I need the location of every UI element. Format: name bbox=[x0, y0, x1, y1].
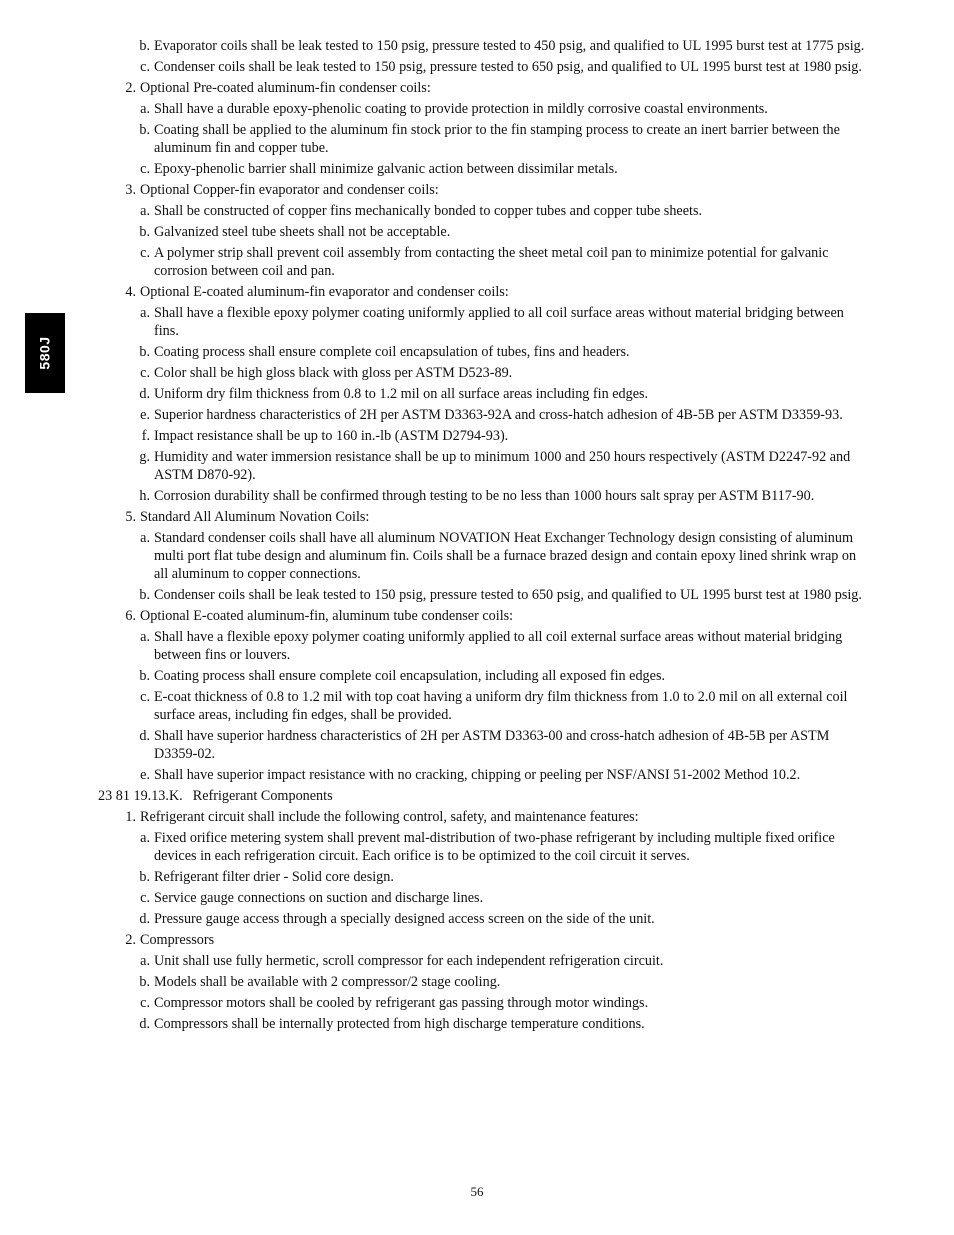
subitem-text: Shall have a durable epoxy-phenolic coating to provide protection in mildly corrosive coastal environments. bbox=[154, 101, 768, 117]
lettered-subitem bbox=[0, 829, 954, 865]
numbered-item bbox=[0, 607, 954, 625]
lettered-subitem bbox=[0, 223, 954, 241]
item-number: 2. bbox=[125, 932, 136, 948]
lettered-subitem bbox=[0, 868, 954, 886]
subitem-letter: b. bbox=[139, 38, 150, 54]
subitem-text: Galvanized steel tube sheets shall not be acceptable. bbox=[154, 224, 451, 240]
lettered-subitem bbox=[0, 58, 954, 76]
subitem-text: Refrigerant filter drier - Solid core design. bbox=[154, 869, 394, 885]
subitem-letter: c. bbox=[140, 59, 150, 75]
subitem-letter: a. bbox=[140, 629, 150, 645]
lettered-subitem bbox=[0, 628, 954, 664]
side-tab-label: 580J bbox=[37, 336, 53, 370]
lettered-subitem bbox=[0, 385, 954, 403]
lettered-subitem bbox=[0, 688, 954, 724]
page-number: 56 bbox=[470, 1184, 484, 1199]
subitem-text: Shall have a flexible epoxy polymer coating uniformly applied to all coil external surface areas without material bridging between fins or louvers. bbox=[154, 629, 843, 663]
subitem-letter: b. bbox=[139, 974, 150, 990]
section-title: Refrigerant Components bbox=[192, 788, 333, 804]
item-number: 4. bbox=[125, 284, 136, 300]
subitem-letter: a. bbox=[140, 203, 150, 219]
subitem-text: Condenser coils shall be leak tested to 150 psig, pressure tested to 650 psig, and qualified to UL 1995 burst test at 1980 psig. bbox=[154, 587, 862, 603]
subitem-letter: d. bbox=[139, 1016, 150, 1032]
subitem-text: Shall have superior impact resistance with no cracking, chipping or peeling per NSF/ANSI 51-2002 Method 10.2. bbox=[154, 767, 801, 783]
subitem-letter: e. bbox=[140, 407, 150, 423]
subitem-text: Coating process shall ensure complete coil encapsulation of tubes, fins and headers. bbox=[154, 344, 630, 360]
subitem-text: Shall have a flexible epoxy polymer coating uniformly applied to all coil surface areas without material bridging between fins. bbox=[154, 305, 844, 339]
lettered-subitem bbox=[0, 121, 954, 157]
subitem-letter: c. bbox=[140, 689, 150, 705]
subitem-letter: d. bbox=[139, 386, 150, 402]
subitem-letter: b. bbox=[139, 224, 150, 240]
subitem-letter: c. bbox=[140, 890, 150, 906]
lettered-subitem bbox=[0, 406, 954, 424]
subitem-text: Coating process shall ensure complete coil encapsulation, including all exposed fin edges. bbox=[154, 668, 666, 684]
subitem-letter: d. bbox=[139, 728, 150, 744]
subitem-text: Superior hardness characteristics of 2H per ASTM D3363-92A and cross-hatch adhesion of 4B-5B per ASTM D3359-93. bbox=[154, 407, 843, 423]
lettered-subitem bbox=[0, 727, 954, 763]
lettered-subitem bbox=[0, 202, 954, 220]
numbered-item bbox=[0, 283, 954, 301]
subitem-text: Uniform dry film thickness from 0.8 to 1.2 mil on all surface areas including fin edges. bbox=[154, 386, 649, 402]
subitem-text: Corrosion durability shall be confirmed through testing to be no less than 1000 hours salt spray per ASTM B117-90. bbox=[154, 488, 815, 504]
lettered-subitem bbox=[0, 343, 954, 361]
lettered-subitem bbox=[0, 160, 954, 178]
subitem-letter: a. bbox=[140, 953, 150, 969]
lettered-subitem bbox=[0, 448, 954, 484]
numbered-item bbox=[0, 508, 954, 526]
subitem-letter: c. bbox=[140, 245, 150, 261]
item-number: 2. bbox=[125, 80, 136, 96]
lettered-subitem bbox=[0, 994, 954, 1012]
lettered-subitem bbox=[0, 667, 954, 685]
item-text: Optional E-coated aluminum-fin evaporator and condenser coils: bbox=[140, 284, 509, 300]
item-number: 1. bbox=[125, 809, 136, 825]
subitem-letter: a. bbox=[140, 530, 150, 546]
subitem-letter: g. bbox=[139, 449, 150, 465]
item-text: Compressors bbox=[140, 932, 215, 948]
subitem-letter: c. bbox=[140, 161, 150, 177]
subitem-letter: a. bbox=[140, 101, 150, 117]
spec-text-body bbox=[0, 37, 954, 1036]
subitem-text: Pressure gauge access through a specially designed access screen on the side of the unit. bbox=[154, 911, 655, 927]
subitem-text: Standard condenser coils shall have all aluminum NOVATION Heat Exchanger Technology design consisting of aluminum multi port flat tube design and aluminum fin. Coils shall be a furnace brazed design and contain epoxy lined shrink wrap on all aluminum to copper connections. bbox=[154, 530, 857, 582]
numbered-item bbox=[0, 808, 954, 826]
subitem-text: Evaporator coils shall be leak tested to 150 psig, pressure tested to 450 psig, and qualified to UL 1995 burst test at 1775 psig. bbox=[154, 38, 865, 54]
subitem-letter: a. bbox=[140, 305, 150, 321]
subitem-letter: h. bbox=[139, 488, 150, 504]
item-number: 3. bbox=[125, 182, 136, 198]
subitem-text: Coating shall be applied to the aluminum fin stock prior to the fin stamping process to create an inert barrier between the aluminum fin and copper tube. bbox=[154, 122, 840, 156]
item-text: Optional Copper-fin evaporator and condenser coils: bbox=[140, 182, 439, 198]
lettered-subitem bbox=[0, 487, 954, 505]
subitem-text: Shall have superior hardness characteristics of 2H per ASTM D3363-00 and cross-hatch adhesion of 4B-5B per ASTM D3359-02. bbox=[154, 728, 830, 762]
numbered-item bbox=[0, 79, 954, 97]
subitem-text: Condenser coils shall be leak tested to 150 psig, pressure tested to 650 psig, and qualified to UL 1995 burst test at 1980 psig. bbox=[154, 59, 862, 75]
subitem-letter: c. bbox=[140, 365, 150, 381]
lettered-subitem bbox=[0, 100, 954, 118]
lettered-subitem bbox=[0, 586, 954, 604]
section-heading bbox=[0, 787, 954, 805]
lettered-subitem bbox=[0, 304, 954, 340]
item-text: Optional Pre-coated aluminum-fin condenser coils: bbox=[140, 80, 431, 96]
lettered-subitem bbox=[0, 37, 954, 55]
subitem-text: Compressor motors shall be cooled by refrigerant gas passing through motor windings. bbox=[154, 995, 649, 1011]
subitem-letter: d. bbox=[139, 911, 150, 927]
subitem-text: Epoxy-phenolic barrier shall minimize galvanic action between dissimilar metals. bbox=[154, 161, 618, 177]
subitem-letter: a. bbox=[140, 830, 150, 846]
item-text: Optional E-coated aluminum-fin, aluminum tube condenser coils: bbox=[140, 608, 514, 624]
item-number: 5. bbox=[125, 509, 136, 525]
subitem-letter: f. bbox=[141, 428, 150, 444]
lettered-subitem bbox=[0, 973, 954, 991]
lettered-subitem bbox=[0, 910, 954, 928]
numbered-item bbox=[0, 181, 954, 199]
lettered-subitem bbox=[0, 244, 954, 280]
lettered-subitem bbox=[0, 1015, 954, 1033]
lettered-subitem bbox=[0, 952, 954, 970]
subitem-text: Compressors shall be internally protected from high discharge temperature conditions. bbox=[154, 1016, 645, 1032]
subitem-text: E-coat thickness of 0.8 to 1.2 mil with top coat having a uniform dry film thickness from 1.0 to 2.0 mil on all external coil surface areas, including fin edges, shall be provided. bbox=[154, 689, 848, 723]
subitem-text: Fixed orifice metering system shall prevent mal-distribution of two-phase refrigerant by including multiple fixed orifice devices in each refrigeration circuit. Each orifice is to be optimized to the coil circuit it serves. bbox=[154, 830, 835, 864]
subitem-letter: b. bbox=[139, 869, 150, 885]
section-code: 23 81 19.13.K. bbox=[98, 788, 183, 804]
subitem-text: Unit shall use fully hermetic, scroll compressor for each independent refrigeration circuit. bbox=[154, 953, 664, 969]
subitem-text: Shall be constructed of copper fins mechanically bonded to copper tubes and copper tube sheets. bbox=[154, 203, 703, 219]
subitem-text: A polymer strip shall prevent coil assembly from contacting the sheet metal coil pan to minimize potential for galvanic corrosion between coil and pan. bbox=[154, 245, 829, 279]
numbered-item bbox=[0, 931, 954, 949]
item-text: Standard All Aluminum Novation Coils: bbox=[140, 509, 370, 525]
subitem-letter: c. bbox=[140, 995, 150, 1011]
item-text: Refrigerant circuit shall include the following control, safety, and maintenance features: bbox=[140, 809, 639, 825]
subitem-text: Color shall be high gloss black with gloss per ASTM D523-89. bbox=[154, 365, 513, 381]
lettered-subitem bbox=[0, 766, 954, 784]
subitem-letter: b. bbox=[139, 668, 150, 684]
subitem-letter: b. bbox=[139, 587, 150, 603]
subitem-text: Humidity and water immersion resistance shall be up to minimum 1000 and 250 hours respectively (ASTM D2247-92 and ASTM D870-92). bbox=[154, 449, 851, 483]
lettered-subitem bbox=[0, 889, 954, 907]
lettered-subitem bbox=[0, 529, 954, 583]
lettered-subitem bbox=[0, 427, 954, 445]
subitem-text: Impact resistance shall be up to 160 in.-lb (ASTM D2794-93). bbox=[154, 428, 509, 444]
subitem-letter: b. bbox=[139, 122, 150, 138]
lettered-subitem bbox=[0, 364, 954, 382]
subitem-letter: e. bbox=[140, 767, 150, 783]
subitem-letter: b. bbox=[139, 344, 150, 360]
item-number: 6. bbox=[125, 608, 136, 624]
subitem-text: Models shall be available with 2 compressor/2 stage cooling. bbox=[154, 974, 501, 990]
subitem-text: Service gauge connections on suction and discharge lines. bbox=[154, 890, 484, 906]
